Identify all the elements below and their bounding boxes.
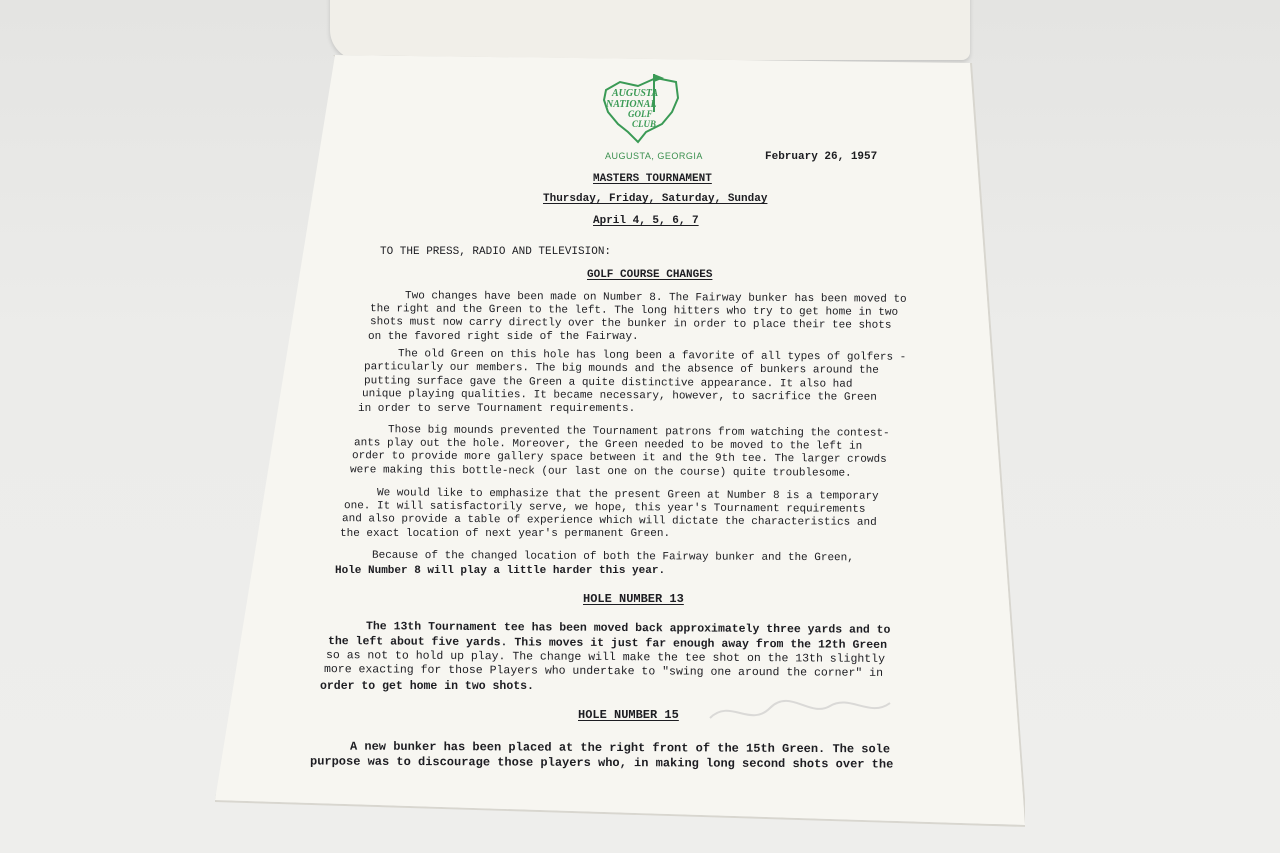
paragraph-line: We would like to emphasize that the present Green at Number 8 is a temporary	[376, 487, 879, 503]
paragraph-line: more exacting for those Players who undertake to "swing one around the corner" in	[323, 663, 884, 680]
tournament-title: MASTERS TOURNAMENT	[593, 173, 712, 185]
paragraph-line: were making this bottle-neck (our last one on the course) quite troublesome.	[349, 464, 852, 480]
paragraph-line: so as not to hold up play. The change will make the tee shot on the 13th slightly	[325, 649, 886, 666]
svg-text:AUGUSTA: AUGUSTA	[612, 88, 659, 99]
tournament-dates: April 4, 5, 6, 7	[593, 215, 699, 227]
section-hole-13: HOLE NUMBER 13	[583, 592, 684, 606]
logo-map-icon	[598, 72, 684, 144]
svg-text:CLUB: CLUB	[632, 119, 657, 129]
salutation: TO THE PRESS, RADIO AND TELEVISION:	[380, 246, 612, 258]
paragraph-line: putting surface gave the Green a quite distinctive appearance. It also had	[363, 375, 853, 391]
paragraph-line: A new bunker has been placed at the right front of the 15th Green. The sole	[349, 739, 891, 757]
section-hole-15: HOLE NUMBER 15	[578, 708, 679, 722]
paragraph-line: Two changes have been made on Number 8. The Fairway bunker has been moved to	[404, 290, 907, 306]
svg-text:GOLF: GOLF	[628, 109, 653, 119]
paragraph-line: The 13th Tournament tee has been moved back approximately three yards and to	[365, 620, 891, 637]
svg-text:NATIONAL: NATIONAL	[606, 99, 657, 110]
paragraph-line: purpose was to discourage those players who, in making long second shots over the	[309, 754, 894, 772]
paragraph-line: unique playing qualities. It became necessary, however, to sacrifice the Green	[361, 388, 877, 404]
letter-date: February 26, 1957	[765, 151, 878, 163]
paragraph-line: the left about five yards. This moves it just far enough away from the 12th Green	[327, 635, 888, 652]
paragraph-line: The old Green on this hole has long been a favorite of all types of golfers -	[397, 348, 907, 364]
augusta-national-logo	[598, 72, 684, 144]
tournament-days: Thursday, Friday, Saturday, Sunday	[543, 193, 768, 205]
paragraph-line: one. It will satisfactorily serve, we hope, this year's Tournament requirements	[343, 500, 866, 516]
back-page	[330, 0, 970, 60]
paragraph-line: order to provide more gallery space between it and the 9th tee. The larger crowds	[351, 450, 887, 466]
letterhead-address: AUGUSTA, GEORGIA	[605, 151, 703, 161]
paragraph-line: the exact location of next year's permanent Green.	[340, 528, 671, 540]
paragraph-line: shots must now carry directly over the bunker in order to place their tee shots	[369, 316, 892, 332]
section-golf-course-changes: GOLF COURSE CHANGES	[587, 269, 713, 281]
paragraph-line: order to get home in two shots.	[320, 680, 534, 693]
paragraph-line: Because of the changed location of both the Fairway bunker and the Green,	[371, 549, 854, 565]
paragraph-line: and also provide a table of experience which will dictate the characteristics and	[341, 513, 877, 529]
paragraph-line: the right and the Green to the left. The long hitters who try to get home in two	[369, 303, 899, 319]
paragraph-line: on the favored right side of the Fairway.	[368, 331, 639, 343]
paragraph-line: Those big mounds prevented the Tournament patrons from watching the contest-	[387, 424, 890, 440]
paragraph-line: in order to serve Tournament requirements.	[358, 403, 636, 415]
paragraph-line: ants play out the hole. Moreover, the Green needed to be moved to the left in	[353, 437, 863, 453]
paragraph-line: Hole Number 8 will play a little harder this year.	[335, 565, 666, 577]
bleed-through-signature	[690, 688, 910, 748]
paragraph-line: particularly our members. The big mounds and the absence of bunkers around the	[363, 361, 879, 377]
